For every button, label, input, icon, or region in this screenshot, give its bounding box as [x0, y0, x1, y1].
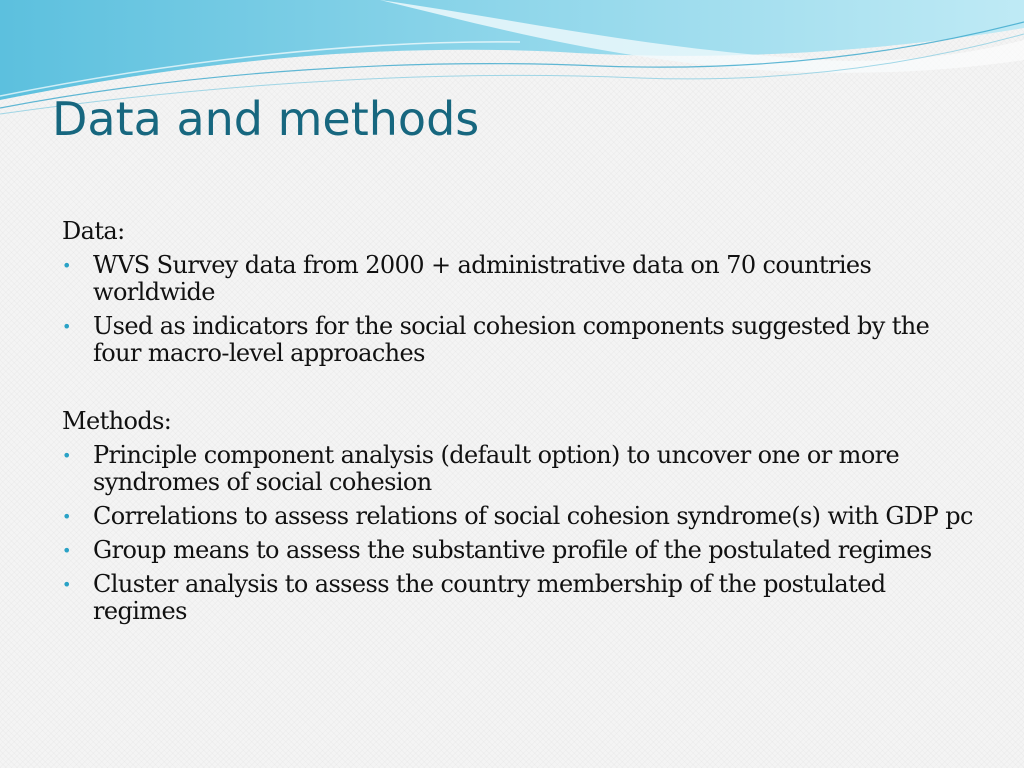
list-item [62, 252, 982, 306]
list-item [62, 442, 982, 496]
list-item-text: Principle component analysis (default option) to uncover one or more syndromes of social cohesion [93, 441, 900, 496]
list-item-text: Correlations to assess relations of social cohesion syndrome(s) with GDP pc [93, 502, 973, 530]
methods-section-heading: Methods: [62, 407, 172, 435]
bullet-icon: • [62, 507, 71, 526]
list-item-text: WVS Survey data from 2000 + administrative data on 70 countries worldwide [93, 251, 872, 306]
data-bullet-list [62, 252, 982, 367]
bullet-icon: • [62, 446, 71, 465]
bullet-icon: • [62, 256, 71, 275]
list-item [62, 313, 982, 367]
list-item [62, 537, 982, 564]
methods-bullet-list [62, 442, 982, 625]
list-item-text: Group means to assess the substantive profile of the postulated regimes [93, 536, 932, 564]
slide-title: Data and methods [52, 92, 480, 146]
bullet-icon: • [62, 317, 71, 336]
list-item-text: Used as indicators for the social cohesion components suggested by the four macro-level approaches [93, 312, 930, 367]
slide-body [62, 218, 982, 632]
bullet-icon: • [62, 575, 71, 594]
bullet-icon: • [62, 541, 71, 560]
list-item-text: Cluster analysis to assess the country membership of the postulated regimes [93, 570, 886, 625]
section-spacer [62, 374, 982, 408]
list-item [62, 571, 982, 625]
data-section-heading: Data: [62, 217, 125, 245]
list-item [62, 503, 982, 530]
